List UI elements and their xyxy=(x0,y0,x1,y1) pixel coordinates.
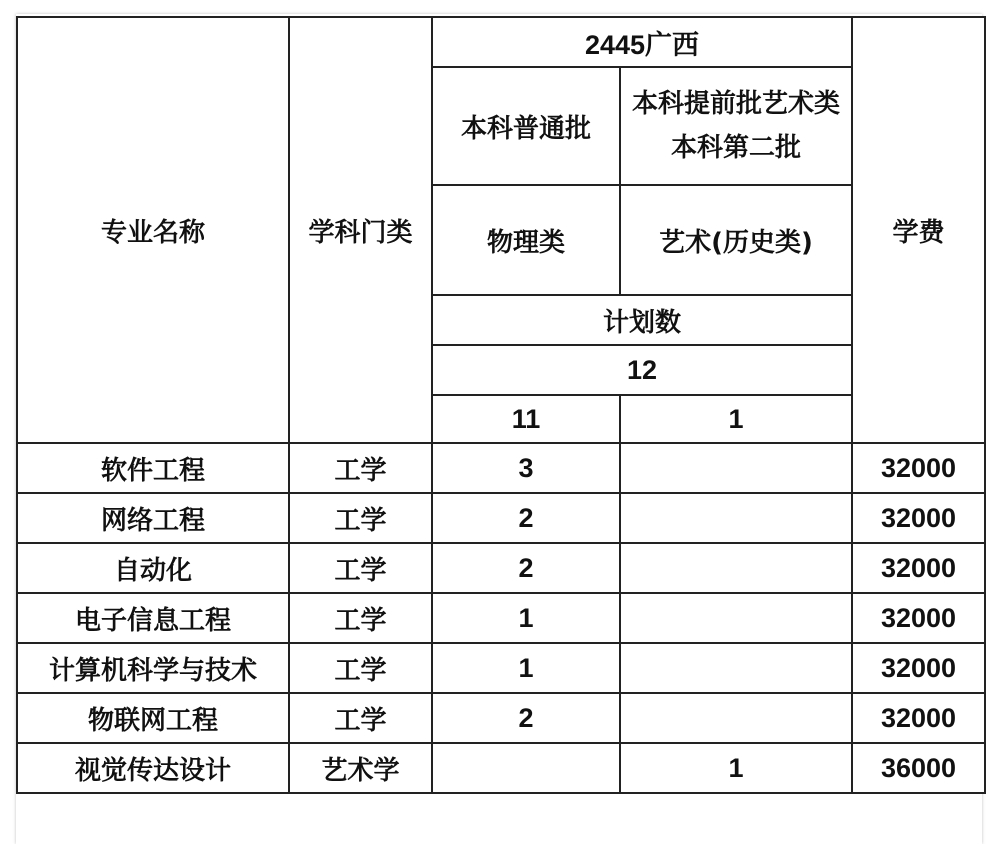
header-category: 学科门类 xyxy=(289,17,432,443)
cell-category: 工学 xyxy=(289,593,432,643)
cell-tuition: 32000 xyxy=(852,493,985,543)
cell-art xyxy=(620,643,852,693)
cell-major: 物联网工程 xyxy=(17,693,289,743)
cell-physics: 2 xyxy=(432,693,620,743)
cell-category: 工学 xyxy=(289,543,432,593)
header-major-name: 专业名称 xyxy=(17,17,289,443)
table-row xyxy=(17,693,985,743)
header-subject-art: 艺术(历史类) xyxy=(620,185,852,295)
cell-tuition: 32000 xyxy=(852,693,985,743)
cell-category: 工学 xyxy=(289,493,432,543)
cell-major: 计算机科学与技术 xyxy=(17,643,289,693)
enrollment-plan-table xyxy=(16,16,986,794)
header-batch-art xyxy=(620,67,852,185)
cell-art xyxy=(620,493,852,543)
cell-category: 工学 xyxy=(289,443,432,493)
table-row xyxy=(17,643,985,693)
table-row xyxy=(17,543,985,593)
cell-physics xyxy=(432,743,620,793)
header-plan-physics-total: 11 xyxy=(432,395,620,443)
table-row xyxy=(17,443,985,493)
header-subject-physics: 物理类 xyxy=(432,185,620,295)
header-region: 2445广西 xyxy=(432,17,852,67)
cell-art xyxy=(620,593,852,643)
cell-art xyxy=(620,543,852,593)
cell-major: 视觉传达设计 xyxy=(17,743,289,793)
cell-major: 网络工程 xyxy=(17,493,289,543)
cell-art xyxy=(620,443,852,493)
cell-category: 艺术学 xyxy=(289,743,432,793)
cell-category: 工学 xyxy=(289,693,432,743)
cell-tuition: 36000 xyxy=(852,743,985,793)
cell-physics: 1 xyxy=(432,593,620,643)
cell-major: 自动化 xyxy=(17,543,289,593)
cell-physics: 3 xyxy=(432,443,620,493)
cell-art xyxy=(620,693,852,743)
cell-major: 电子信息工程 xyxy=(17,593,289,643)
header-plan-total: 12 xyxy=(432,345,852,395)
cell-physics: 1 xyxy=(432,643,620,693)
cell-tuition: 32000 xyxy=(852,543,985,593)
header-batch-art-line1: 本科提前批艺术类 xyxy=(632,89,841,119)
cell-art: 1 xyxy=(620,743,852,793)
header-plan-label: 计划数 xyxy=(432,295,852,345)
table-row xyxy=(17,493,985,543)
cell-tuition: 32000 xyxy=(852,643,985,693)
header-batch-art-line2: 本科第二批 xyxy=(671,133,802,163)
table-row xyxy=(17,743,985,793)
cell-tuition: 32000 xyxy=(852,593,985,643)
header-batch-regular: 本科普通批 xyxy=(432,67,620,185)
cell-major: 软件工程 xyxy=(17,443,289,493)
cell-tuition: 32000 xyxy=(852,443,985,493)
cell-physics: 2 xyxy=(432,543,620,593)
cell-physics: 2 xyxy=(432,493,620,543)
cell-category: 工学 xyxy=(289,643,432,693)
header-plan-art-total: 1 xyxy=(620,395,852,443)
table-row xyxy=(17,593,985,643)
header-tuition: 学费 xyxy=(852,17,985,443)
